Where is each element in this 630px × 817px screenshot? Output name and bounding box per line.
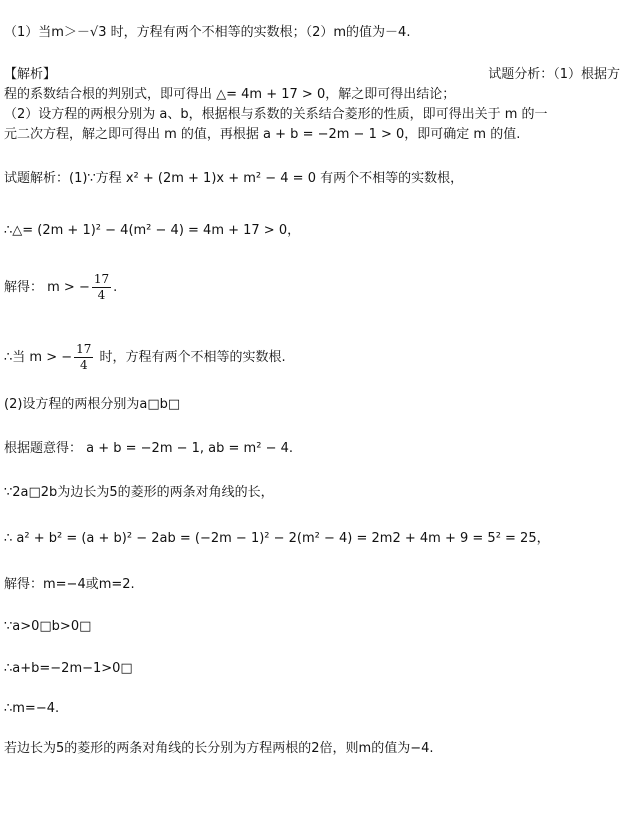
fraction-numerator: 17 xyxy=(93,272,110,286)
solution-line-3: 解得： m > − $\frac{17}{4}$ . xyxy=(4,272,118,302)
fraction-2 xyxy=(74,342,93,373)
part2-line-1: (2)设方程的两根分别为a□b□ xyxy=(4,397,181,412)
part2-line-8: ∴m=−4. xyxy=(4,701,60,716)
analysis-head: 试题分析：（1）根据方 xyxy=(488,67,620,82)
fraction-2-denominator: 4 xyxy=(79,358,88,372)
fraction-2-numerator: 17 xyxy=(76,342,92,356)
solution-line-4 xyxy=(4,342,286,373)
condition-prefix: ∴当 m > − xyxy=(4,350,73,365)
solve-prefix: 解得： m > − xyxy=(4,280,90,295)
solution-line-1: 试题解析：(1)∵方程 x² + (2m + 1)x + m² − 4 = 0 有两个不相等的实数根， xyxy=(4,171,464,186)
fraction xyxy=(92,272,111,303)
condition-suffix: 时，方程有两个不相等的实数根. xyxy=(95,350,286,365)
fraction-denominator: 4 xyxy=(97,288,106,302)
part2-line-6: ∵a>0□b>0□ xyxy=(4,619,92,634)
solution-line-2: ∴△= (2m + 1)² − 4(m² − 4) = 4m + 17 > 0， xyxy=(4,223,301,238)
part2-line-3: ∵2a□2b为边长为5的菱形的两条对角线的长， xyxy=(4,485,274,500)
part2-line-2: 根据题意得： a + b = −2m − 1, ab = m² − 4. xyxy=(4,441,293,456)
conclusion-line: 若边长为5的菱形的两条对角线的长分别为方程两根的2倍，则m的值为−4. xyxy=(4,741,434,756)
part2-line-5: 解得：m=−4或m=2. xyxy=(4,577,135,592)
part2-line-7: ∴a+b=−2m−1>0□ xyxy=(4,661,133,676)
part2-line-4: ∴ a² + b² = (a + b)² − 2ab = (−2m − 1)² − 2(m² − 4) = 2m2 + 4m + 9 = 5² = 25， xyxy=(4,531,550,546)
section-label: 【解析】 xyxy=(4,67,57,82)
analysis-line-1: 程的系数结合根的判别式，即可得出 △= 4m + 17 > 0，解之即可得出结论； xyxy=(4,87,456,102)
answer-line: （1）当m＞－√3 时，方程有两个不相等的实数根；（2）m的值为－4. xyxy=(4,25,411,40)
analysis-line-3: 元二次方程，解之即可得出 m 的值，再根据 a + b = −2m − 1 > 0，即可确定 m 的值. xyxy=(4,127,521,142)
analysis-line-2: （2）设方程的两根分别为 a、b，根据根与系数的关系结合菱形的性质，即可得出关于 m 的一 xyxy=(4,107,548,122)
